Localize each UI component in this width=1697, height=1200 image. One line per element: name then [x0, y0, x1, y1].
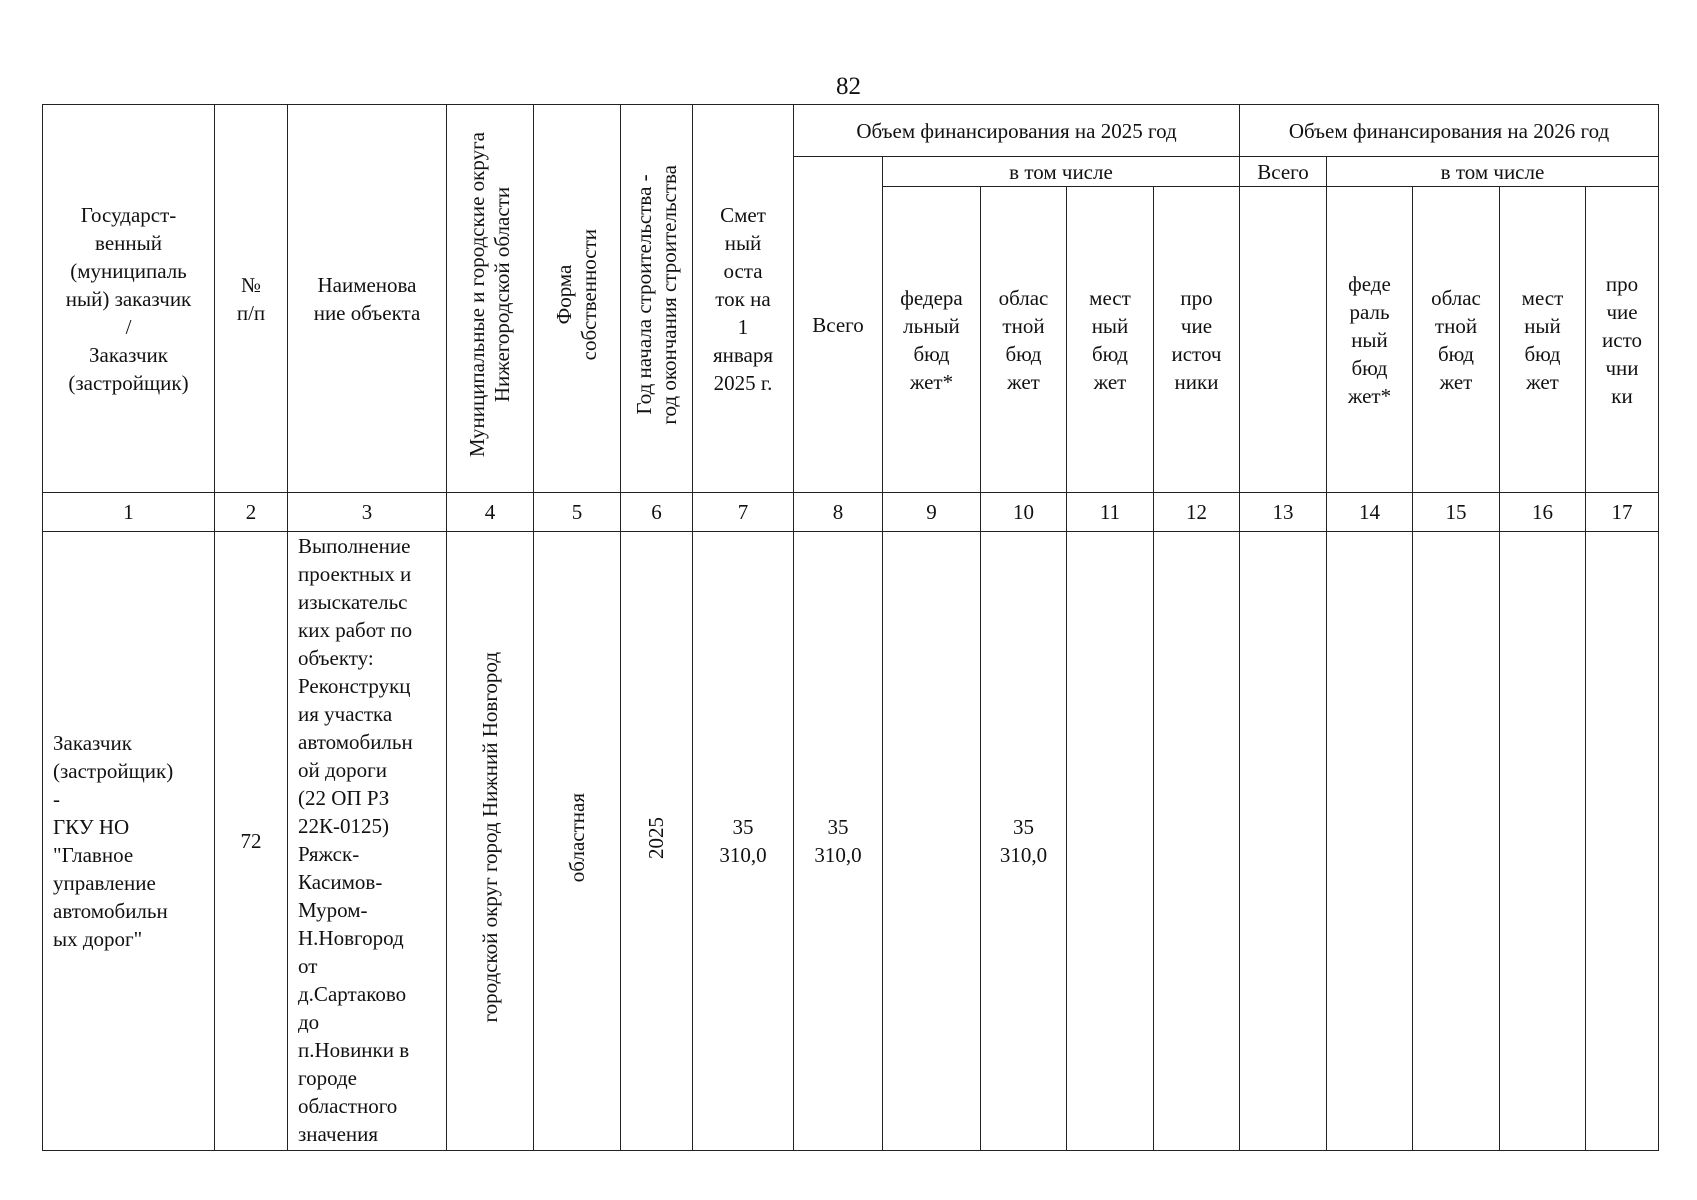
- row-estimated-balance: 35 310,0: [693, 532, 794, 1151]
- column-number: 6: [621, 493, 693, 532]
- row-regional-2026: [1413, 532, 1500, 1151]
- row-number: 72: [215, 532, 288, 1151]
- row-years: 2025: [621, 532, 693, 1151]
- row-local-2026: [1500, 532, 1586, 1151]
- header-local-2025: мест ный бюд жет: [1067, 187, 1154, 493]
- header-total-2026-blank: [1240, 187, 1327, 493]
- row-other-2025: [1154, 532, 1240, 1151]
- column-number-row: [43, 493, 1659, 532]
- column-number: 8: [794, 493, 883, 532]
- financing-table: [42, 104, 1659, 1151]
- header-regional-2025: облас тной бюд жет: [981, 187, 1067, 493]
- column-number: 5: [534, 493, 621, 532]
- header-including-2025: в том числе: [883, 157, 1240, 187]
- row-total-2025: 35 310,0: [794, 532, 883, 1151]
- row-other-2026: [1586, 532, 1659, 1151]
- header-row-1: [43, 105, 1659, 157]
- column-number: 11: [1067, 493, 1154, 532]
- row-total-2026: [1240, 532, 1327, 1151]
- header-other-2025: про чие источ ники: [1154, 187, 1240, 493]
- header-customer: Государст- венный (муниципаль ный) заказчик / Заказчик (застройщик): [43, 105, 215, 493]
- header-municipality: Муниципальные и городские округа Нижегородской области: [447, 105, 534, 493]
- header-local-2026: мест ный бюд жет: [1500, 187, 1586, 493]
- header-including-2026: в том числе: [1327, 157, 1659, 187]
- row-object-name: Выполнение проектных и изыскательс ких работ по объекту: Реконструкц ия участка автомобильн ой дороги (22 ОП РЗ 22К-0125) Ряжск- Касимов- Муром- Н.Новгород от д.Сартаково до п.Новинки в городе областного значения: [288, 532, 447, 1151]
- header-financing-2026: Объем финансирования на 2026 год: [1240, 105, 1659, 157]
- header-estimated-balance: Смет ный оста ток на 1 января 2025 г.: [693, 105, 794, 493]
- page-number: 82: [836, 73, 861, 100]
- column-number: 9: [883, 493, 981, 532]
- column-number: 15: [1413, 493, 1500, 532]
- column-number: 12: [1154, 493, 1240, 532]
- header-regional-2026: облас тной бюд жет: [1413, 187, 1500, 493]
- column-number: 7: [693, 493, 794, 532]
- column-number: 4: [447, 493, 534, 532]
- row-federal-2026: [1327, 532, 1413, 1151]
- column-number: 2: [215, 493, 288, 532]
- header-ownership: Форма собственности: [534, 105, 621, 493]
- header-financing-2025: Объем финансирования на 2025 год: [794, 105, 1240, 157]
- header-federal-2026: феде раль ный бюд жет*: [1327, 187, 1413, 493]
- row-ownership: областная: [534, 532, 621, 1151]
- header-other-2026: про чие исто чни ки: [1586, 187, 1659, 493]
- header-number: № п/п: [215, 105, 288, 493]
- column-number: 10: [981, 493, 1067, 532]
- header-construction-years: Год начала строительства - год окончания строительства: [621, 105, 693, 493]
- row-federal-2025: [883, 532, 981, 1151]
- header-object-name: Наименова ние объекта: [288, 105, 447, 493]
- column-number: 17: [1586, 493, 1659, 532]
- column-number: 13: [1240, 493, 1327, 532]
- header-total-2025: Всего: [794, 157, 883, 493]
- header-federal-2025: федера льный бюд жет*: [883, 187, 981, 493]
- column-number: 3: [288, 493, 447, 532]
- column-number: 14: [1327, 493, 1413, 532]
- row-regional-2025: 35 310,0: [981, 532, 1067, 1151]
- header-total-2026: Всего: [1240, 157, 1327, 187]
- row-local-2025: [1067, 532, 1154, 1151]
- column-number: 1: [43, 493, 215, 532]
- row-customer: Заказчик (застройщик) - ГКУ НО "Главное управление автомобильн ых дорог": [43, 532, 215, 1151]
- table-row: [43, 532, 1659, 1151]
- row-municipality: городской округ город Нижний Новгород: [447, 532, 534, 1151]
- column-number: 16: [1500, 493, 1586, 532]
